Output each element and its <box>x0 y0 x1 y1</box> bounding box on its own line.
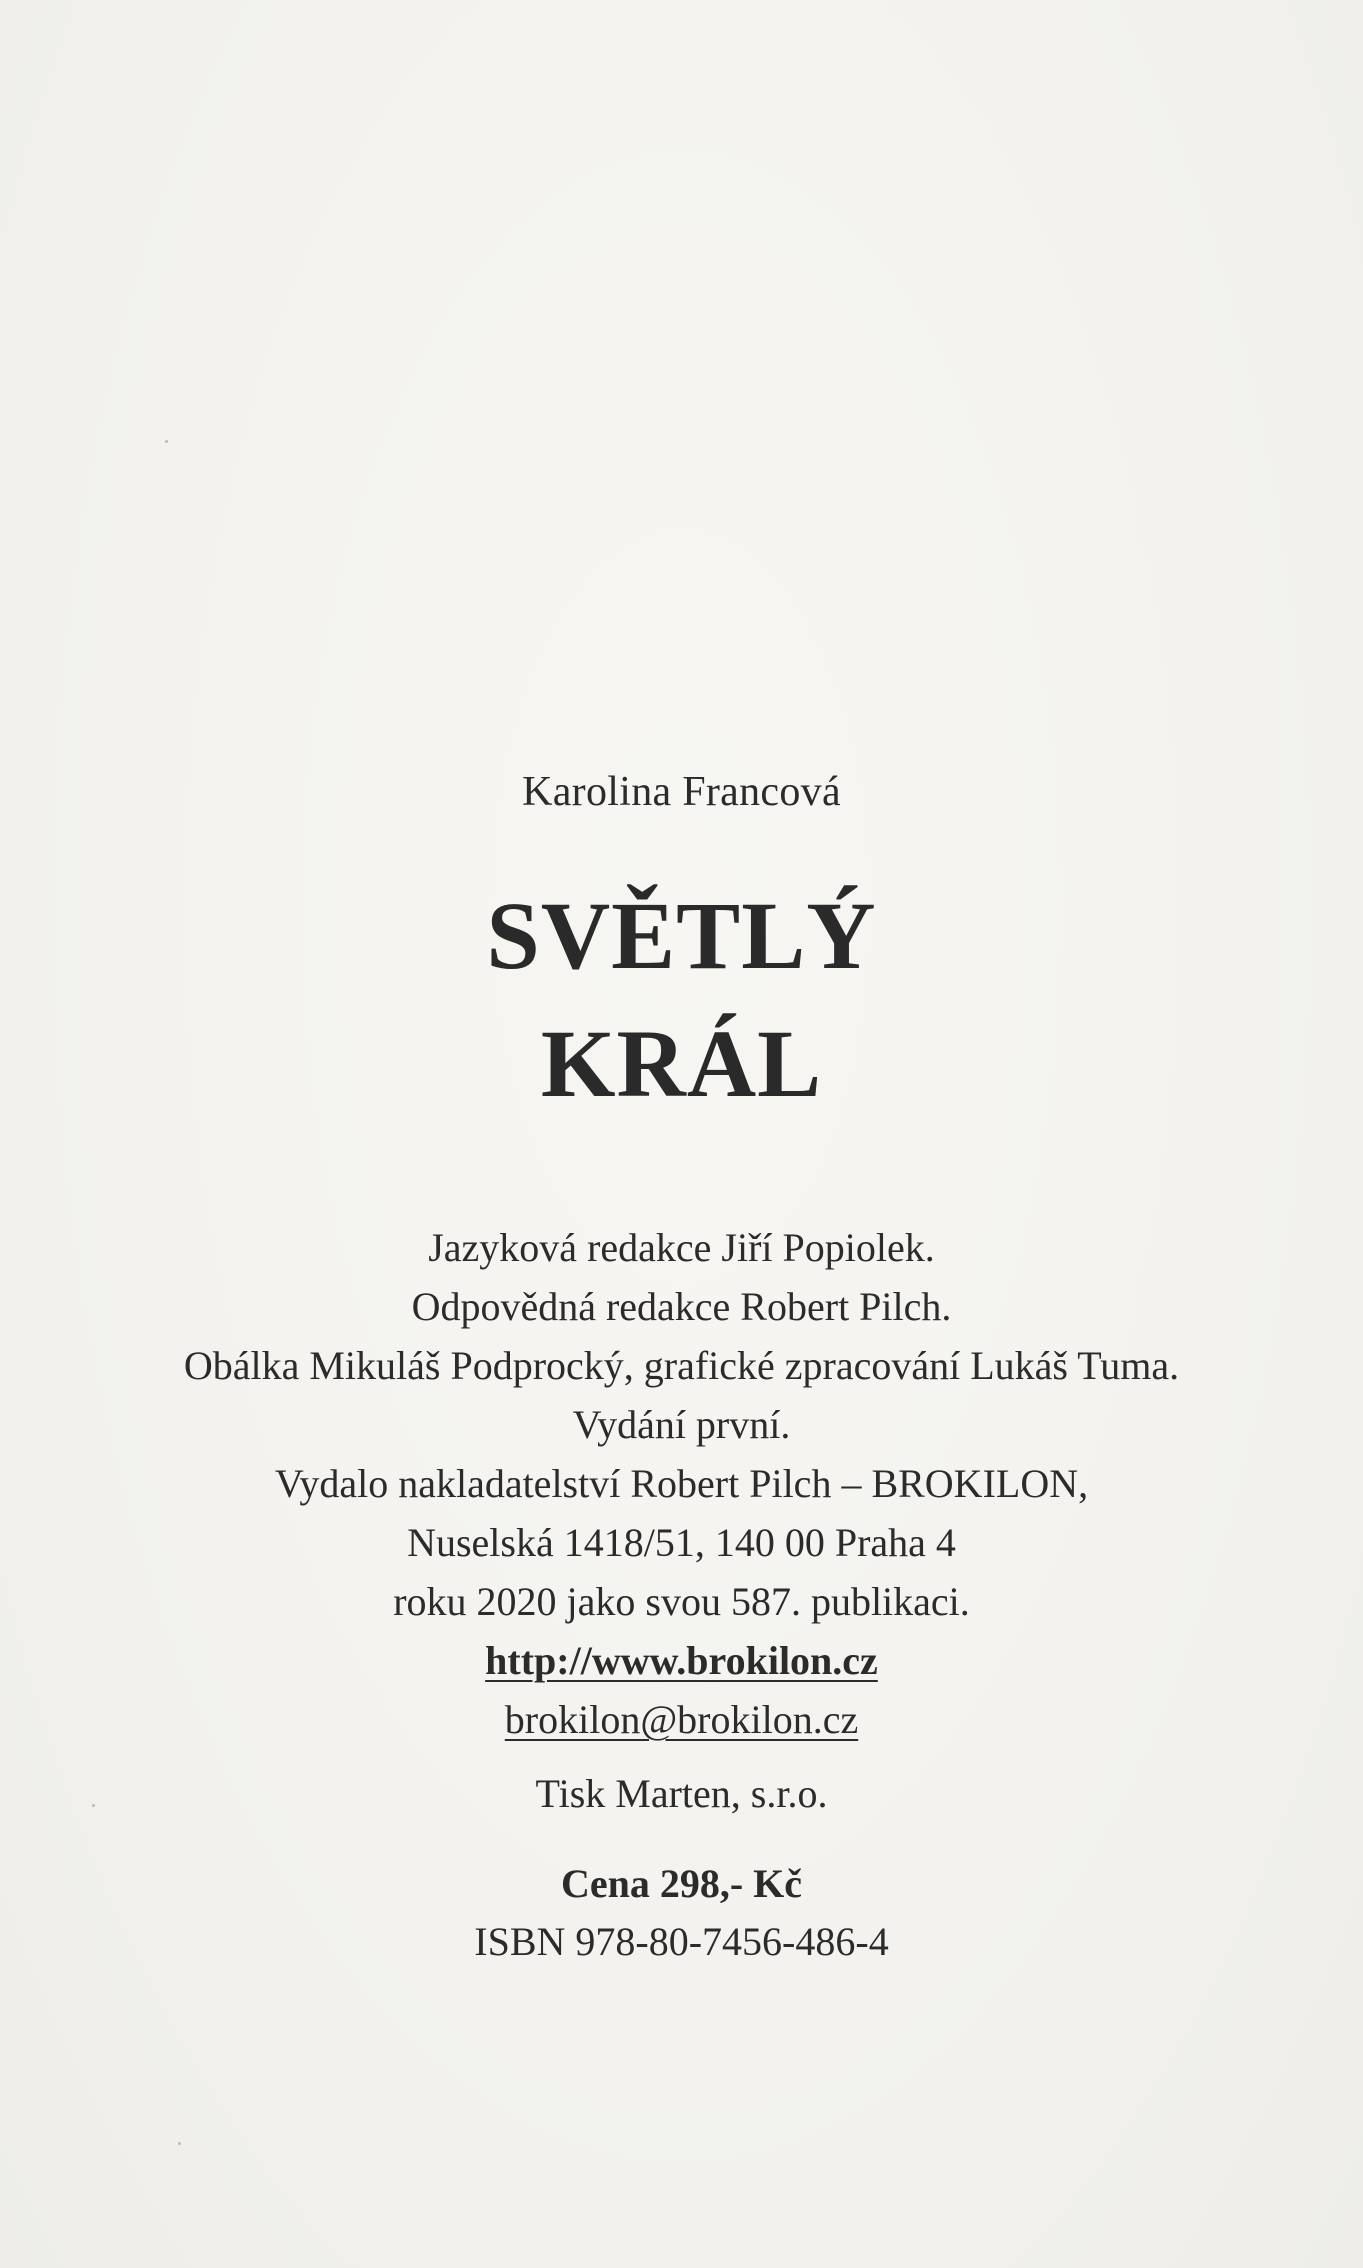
price-isbn-block <box>0 1855 1363 1971</box>
price-line: Cena 298,- Kč <box>560 1861 803 1906</box>
title-line-1: SVĚTLÝ <box>486 882 877 989</box>
responsible-editor-line: Odpovědná redakce Robert Pilch. <box>411 1284 952 1329</box>
email-link[interactable]: brokilon@brokilon.cz <box>504 1697 859 1742</box>
website-link[interactable]: http://www.brokilon.cz <box>485 1638 878 1683</box>
imprint-credits <box>0 1218 1363 1749</box>
paper-speck <box>178 2142 181 2145</box>
address-line: Nuselská 1418/51, 140 00 Praha 4 <box>407 1520 956 1565</box>
language-editor-line: Jazyková redakce Jiří Popiolek. <box>428 1225 935 1270</box>
isbn-line: ISBN 978-80-7456-486-4 <box>474 1919 889 1964</box>
title-line-2: KRÁL <box>540 1010 823 1117</box>
edition-line: Vydání první. <box>572 1402 791 1447</box>
book-title <box>0 872 1363 1128</box>
paper-speck <box>165 440 168 443</box>
publisher-line: Vydalo nakladatelství Robert Pilch – BROKILON, <box>274 1461 1089 1506</box>
year-line: roku 2020 jako svou 587. publikaci. <box>393 1579 970 1624</box>
author-name: Karolina Francová <box>522 769 841 815</box>
cover-credit-line: Obálka Mikuláš Podprocký, grafické zpracování Lukáš Tuma. <box>183 1343 1180 1388</box>
printer-line: Tisk Marten, s.r.o. <box>535 1771 828 1816</box>
paper-speck <box>92 1804 95 1807</box>
